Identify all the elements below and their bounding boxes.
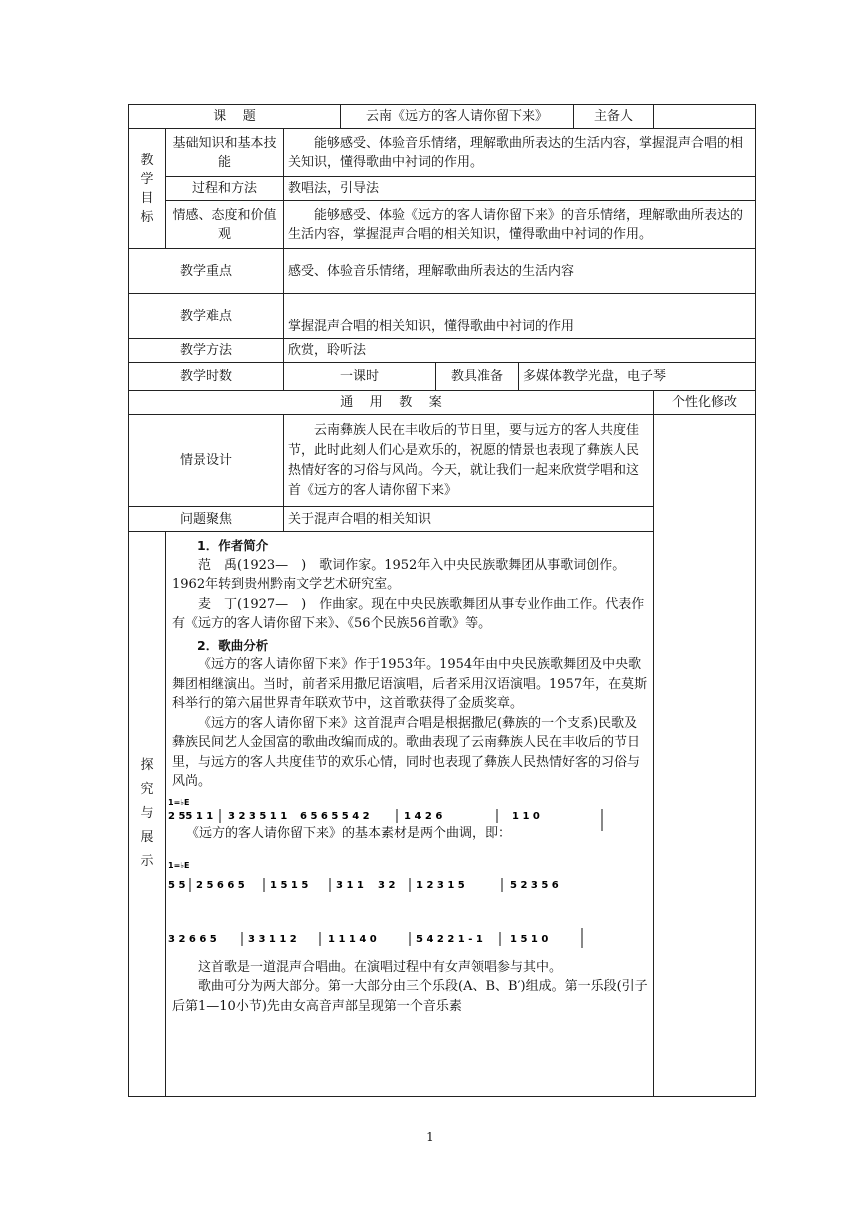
score-measure: 6 5 6 5 5 4 2 [300, 810, 370, 822]
objectives-label: 教 学 目 标 [129, 129, 166, 249]
method-label: 教学方法 [129, 339, 284, 363]
analysis-paragraph-5: 歌曲可分为两大部分。第一大部分由三个乐段(A、B、B′)组成。第一乐段(引子后第1—10小节)先由女高音声部呈现第一个音乐素 [172, 979, 648, 1014]
page-number: 1 [426, 1130, 434, 1144]
objective-text-knowledge: 能够感受、体验音乐情绪，理解歌曲所表达的生活内容，掌握混声合唱的相关知识，懂得歌曲中衬词的作用。 [284, 129, 756, 177]
focus-label: 问题聚焦 [129, 507, 284, 532]
score-key-1: 1=♭E [168, 797, 190, 807]
topic-label: 课 题 [129, 105, 341, 129]
numbered-musical-score [166, 796, 608, 954]
score-measure: 1 1 1 4 0 [328, 933, 377, 945]
score-measure: 1 4 2 6 [404, 810, 443, 822]
score-measure: 5 4 2 2 1 - 1 [416, 933, 483, 945]
tools-label: 教具准备 [436, 363, 519, 391]
hours-value: 一课时 [284, 363, 436, 391]
key-points-label: 教学重点 [129, 249, 284, 294]
section-analysis-heading: 2．歌曲分析 [197, 637, 269, 653]
lesson-plan-table [128, 104, 756, 1097]
score-measure: 1 5 1 0 [510, 933, 549, 945]
analysis-paragraph-4: 这首歌是一道混声合唱曲。在演唱过程中有女声领唱参与其中。 [198, 959, 563, 975]
key-points-text: 感受、体验音乐情绪，理解歌曲所表达的生活内容 [284, 249, 756, 294]
score-measure: 5 5 [168, 879, 186, 891]
score-measure: 5 2 3 5 6 [510, 879, 559, 891]
score-measure: 1 2 3 1 5 [416, 879, 465, 891]
score-measure: 3 1 1 [336, 879, 364, 891]
score-measure: 2 55 1 1 [168, 810, 214, 822]
personal-edit-area [654, 415, 756, 1097]
explore-label: 探 究 与 展 示 [129, 532, 166, 1097]
score-measure: 3 2 [378, 879, 396, 891]
score-measure: 1 1 0 [512, 810, 540, 822]
score-measure: 3 2 3 5 1 1 [228, 810, 288, 822]
difficulties-label: 教学难点 [129, 294, 284, 339]
tools-value: 多媒体教学光盘，电子琴 [519, 363, 756, 391]
scenario-text: 云南彝族人民在丰收后的节日里，要与远方的客人共度佳节，此时此刻人们心是欢乐的，祝愿的情景也表现了彝族人民热情好客的习俗与风尚。今天，就让我们一起来欣赏学唱和这首《远方的客人请你留下来》 [284, 415, 654, 507]
objective-label-emotion: 情感、态度和价值观 [166, 201, 284, 249]
objective-label-knowledge: 基础知识和基本技能 [166, 129, 284, 177]
general-plan-header: 通 用 教 案 [129, 391, 654, 415]
score-measure: 3 3 1 1 2 [248, 933, 297, 945]
explore-content [166, 532, 654, 1097]
method-text: 欣赏，聆听法 [284, 339, 756, 363]
score-measure: 3 2 6 6 5 [168, 933, 217, 945]
section-author-heading: 1．作者简介 [197, 538, 269, 553]
prep-label: 主备人 [574, 105, 654, 129]
analysis-paragraph-2: 《远方的客人请你留下来》这首混声合唱是根据撒尼(彝族的一个支系)民歌及彝族民间艺人金国富的歌曲改编而成的。歌曲表现了云南彝族人民在丰收后的节日里，与远方的客人共度佳节的欢乐心情，同时也表现了彝族人民热情好客的习俗与风尚。 [172, 715, 641, 789]
score-key-2: 1=♭E [168, 860, 190, 870]
focus-text: 关于混声合唱的相关知识 [284, 507, 654, 532]
analysis-paragraph-1: 《远方的客人请你留下来》作于1953年。1954年由中央民族歌舞团及中央歌舞团相继演出。当时，前者采用撒尼语演唱，后者采用汉语演唱。1957年，在莫斯科举行的第六届世界青年联欢节中，这首歌获得了金质奖章。 [172, 657, 648, 711]
objective-text-emotion: 能够感受、体验《远方的客人请你留下来》的音乐情绪，理解歌曲所表达的生活内容，掌握混声合唱的相关知识，懂得歌曲中衬词的作用。 [284, 201, 756, 249]
hours-label: 教学时数 [129, 363, 284, 391]
scenario-label: 情景设计 [129, 415, 284, 507]
score-measure: 2 5 6 6 5 [196, 879, 245, 891]
objective-label-process: 过程和方法 [166, 177, 284, 201]
score-measure: 1 5 1 5 [270, 879, 309, 891]
prep-value [654, 105, 756, 129]
topic-value: 云南《远方的客人请你留下来》 [341, 105, 574, 129]
objective-text-process: 教唱法，引导法 [284, 177, 756, 201]
personal-edit-header: 个性化修改 [654, 391, 756, 415]
author-fan-yu: 范 禹(1923— ) 歌词作家。1952年入中央民族歌舞团从事歌词创作。1962年转到贵州黔南文学艺术研究室。 [172, 557, 626, 592]
difficulties-text: 掌握混声合唱的相关知识，懂得歌曲中衬词的作用 [284, 294, 756, 339]
analysis-paragraph-3: 《远方的客人请你留下来》的基本素材是两个曲调，即： [186, 825, 512, 841]
author-mai-ding: 麦 丁(1927— ) 作曲家。现在中央民族歌舞团从事专业作曲工作。代表作有《远方的客人请你留下来》、《56个民族56首歌》等。 [172, 596, 645, 631]
